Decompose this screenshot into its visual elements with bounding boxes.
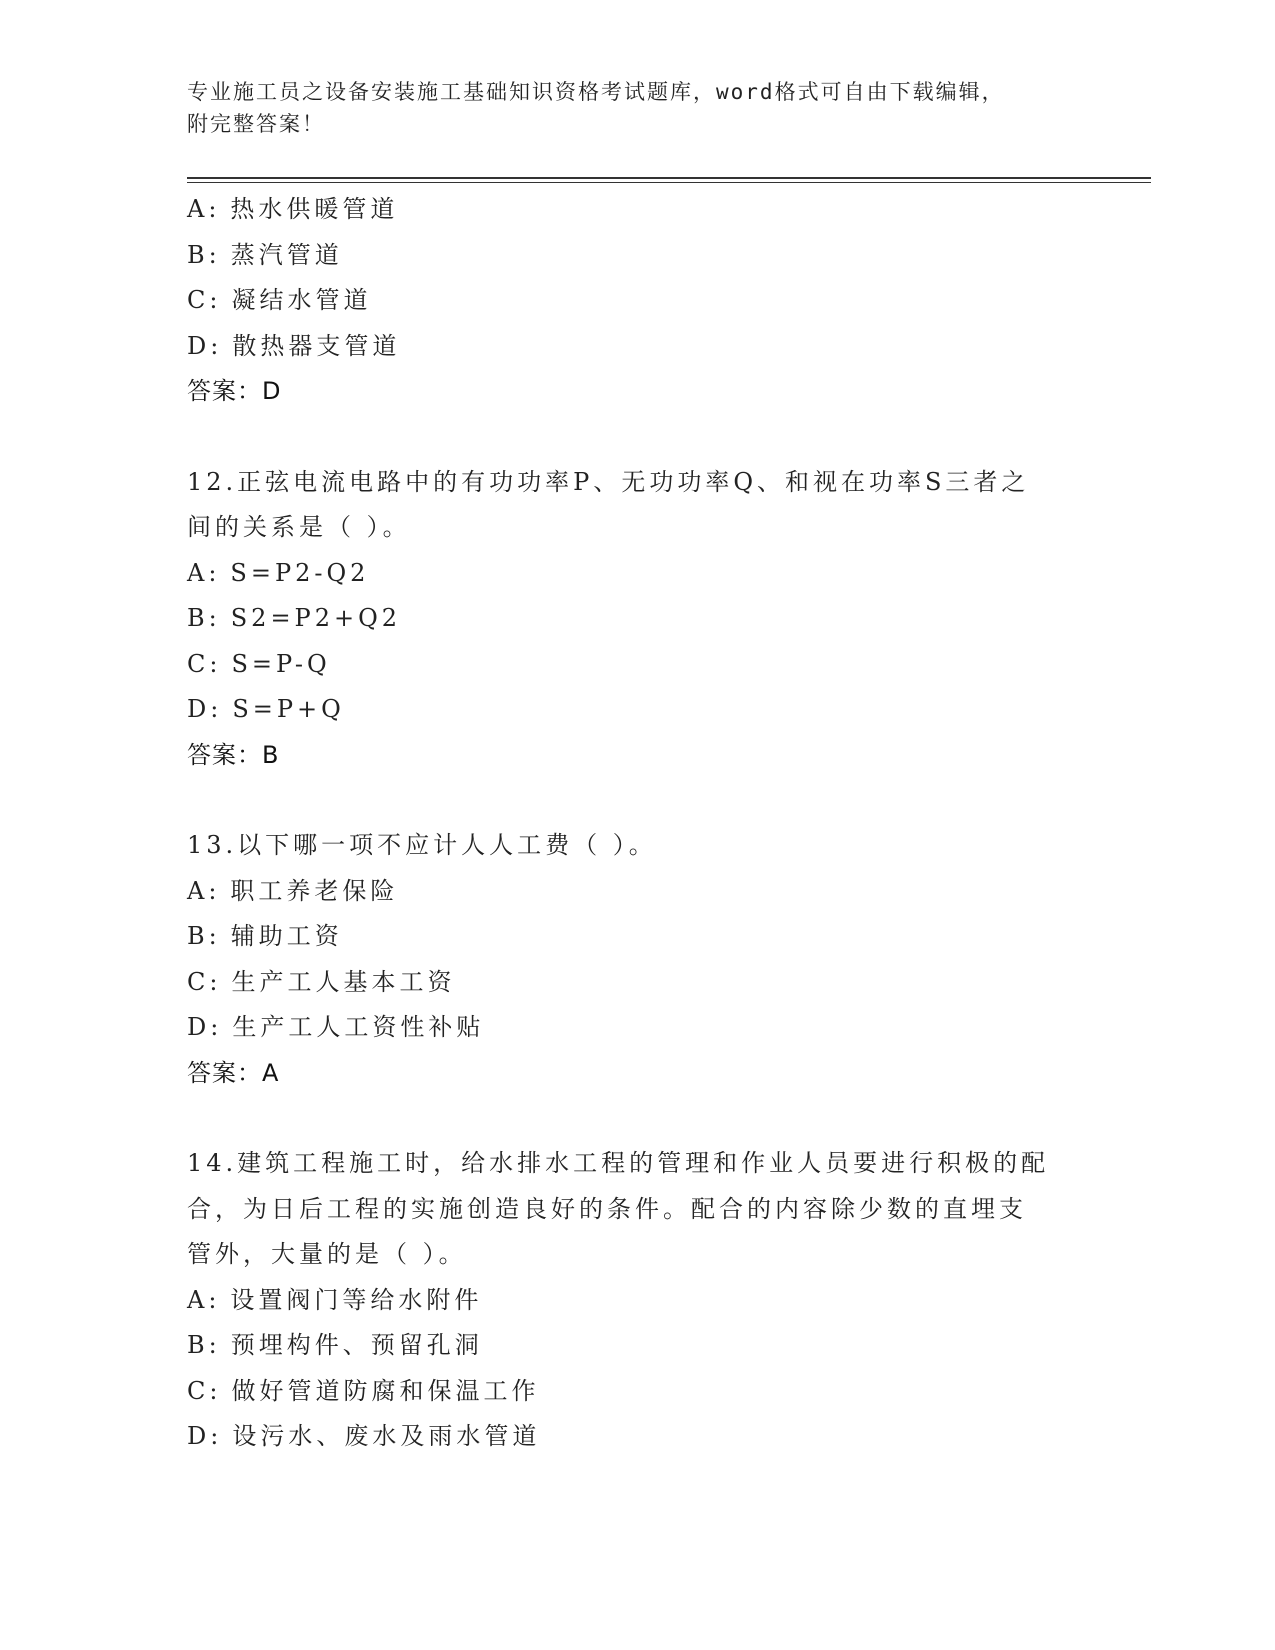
option-text: 做好管道防腐和保温工作 <box>231 1376 540 1405</box>
answer-line: 答案：A <box>187 1058 280 1087</box>
question-11 <box>187 187 1087 415</box>
option-label: D: <box>187 1422 223 1450</box>
answer-line: 答案：B <box>187 740 280 769</box>
option-text: S=P2-Q2 <box>230 558 370 587</box>
option-label: C: <box>187 286 222 314</box>
option-text: S2=P2+Q2 <box>230 604 402 632</box>
option-b <box>187 596 1087 642</box>
option-text: 生产工人工资性补贴 <box>232 1013 485 1041</box>
option-a <box>187 187 1087 233</box>
option-label: C: <box>187 649 222 678</box>
option-c <box>187 278 1087 324</box>
header-divider-thin <box>187 182 1151 183</box>
option-c <box>187 642 1087 688</box>
option-a <box>187 1278 1087 1324</box>
header-line-2: 附完整答案！ <box>187 112 325 136</box>
option-c <box>187 960 1087 1006</box>
option-label: A: <box>187 1285 221 1314</box>
option-label: D: <box>187 331 223 360</box>
option-label: A: <box>187 558 221 587</box>
answer-line: 答案：D <box>187 377 282 405</box>
question-list <box>187 187 1087 1460</box>
option-label: B: <box>187 922 221 950</box>
option-label: B: <box>187 240 221 269</box>
question-stem: 合，为日后工程的实施创造良好的条件。配合的内容除少数的直埋支 <box>187 1194 1027 1223</box>
header-divider-thick <box>187 177 1151 179</box>
option-label: C: <box>187 967 222 996</box>
spacer <box>187 1096 1087 1141</box>
option-label: D: <box>187 1013 223 1041</box>
option-c <box>187 1369 1087 1415</box>
option-b <box>187 914 1087 960</box>
option-label: B: <box>187 604 221 632</box>
document-header <box>187 76 1067 140</box>
option-text: 预埋构件、预留孔洞 <box>230 1331 483 1359</box>
question-stem: 13.以下哪一项不应计人人工费（ ）。 <box>187 831 657 859</box>
option-d <box>187 324 1087 370</box>
option-d <box>187 1005 1087 1051</box>
option-text: 设污水、废水及雨水管道 <box>232 1422 541 1450</box>
option-b <box>187 1323 1087 1369</box>
option-text: 职工养老保险 <box>230 876 399 905</box>
question-stem: 间的关系是（ ）。 <box>187 513 411 541</box>
option-d <box>187 1414 1087 1460</box>
question-13 <box>187 823 1087 1096</box>
option-text: S=P+Q <box>232 695 345 723</box>
option-text: 蒸汽管道 <box>230 240 343 269</box>
option-text: 热水供暖管道 <box>230 195 399 223</box>
header-line-1: 专业施工员之设备安装施工基础知识资格考试题库，word格式可自由下载编辑， <box>187 80 1005 104</box>
option-label: A: <box>187 195 221 223</box>
option-label: B: <box>187 1331 221 1359</box>
option-text: S=P-Q <box>231 649 331 678</box>
question-stem: 14.建筑工程施工时，给水排水工程的管理和作业人员要进行积极的配 <box>187 1149 1050 1177</box>
option-text: 散热器支管道 <box>232 331 401 360</box>
question-12 <box>187 460 1087 779</box>
question-stem: 管外，大量的是（ ）。 <box>187 1240 467 1268</box>
option-text: 辅助工资 <box>230 922 343 950</box>
option-text: 生产工人基本工资 <box>231 967 456 996</box>
option-b <box>187 233 1087 279</box>
option-d <box>187 687 1087 733</box>
option-label: C: <box>187 1376 222 1405</box>
option-label: A: <box>187 876 221 905</box>
option-a <box>187 869 1087 915</box>
question-stem: 12.正弦电流电路中的有功功率P、无功功率Q、和视在功率S三者之 <box>187 467 1030 496</box>
option-text: 设置阀门等给水附件 <box>230 1285 483 1314</box>
option-a <box>187 551 1087 597</box>
option-label: D: <box>187 695 223 723</box>
spacer <box>187 778 1087 823</box>
spacer <box>187 415 1087 460</box>
option-text: 凝结水管道 <box>231 286 372 314</box>
question-14 <box>187 1141 1087 1460</box>
